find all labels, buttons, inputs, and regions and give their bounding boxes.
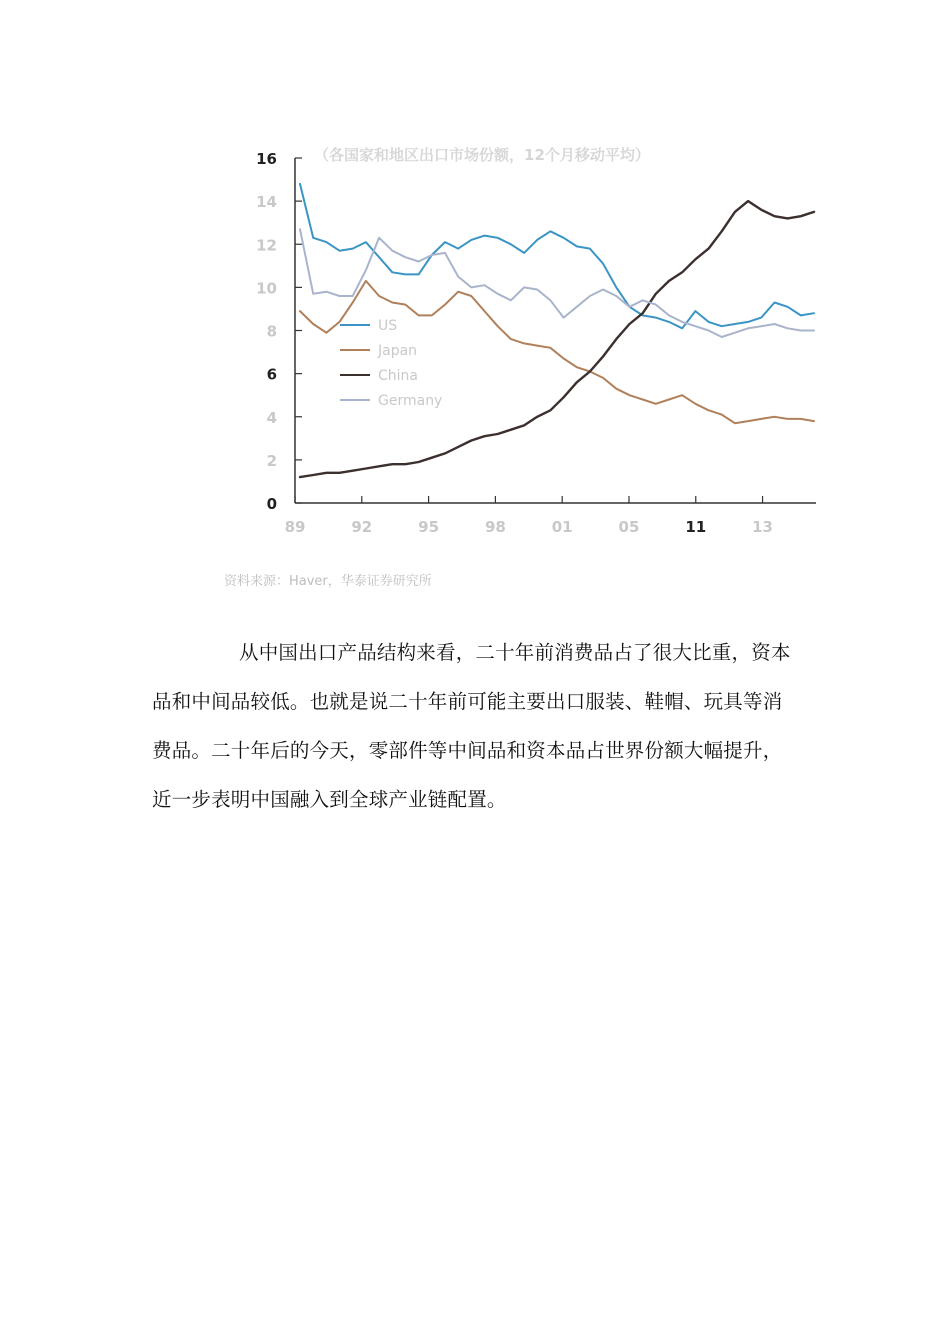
y-tick-label: 2	[266, 451, 277, 470]
y-tick-label: 10	[256, 279, 277, 298]
y-tick-label: 0	[266, 495, 277, 513]
x-tick-label: 89	[284, 518, 306, 536]
chart-source: 资料来源：Haver，华泰证券研究所	[224, 574, 432, 589]
export-share-chart	[220, 130, 840, 600]
y-tick-label: 12	[256, 236, 277, 255]
chart-title: （各国家和地区出口市场份额，12个月移动平均）	[314, 146, 650, 164]
y-tick-label: 14	[256, 193, 277, 212]
x-tick-label: 95	[418, 518, 440, 536]
chart-legend	[340, 318, 442, 409]
x-tick-label: 98	[484, 518, 506, 536]
chart-svg	[220, 130, 840, 600]
y-tick-label: 16	[256, 150, 277, 168]
x-tick-label: 01	[551, 518, 573, 536]
y-tick-label: 4	[266, 408, 277, 427]
body-paragraph: 从中国出口产品结构来看，二十年前消费品占了很大比重，资本品和中间品较低。也就是说二十年前可能主要出口服装、鞋帽、玩具等消费品。二十年后的今天，零部件等中间品和资本品占世界份额大幅提升，近一步表明中国融入到全球产业链配置。	[152, 641, 791, 811]
legend-label-china: China	[378, 368, 418, 384]
x-axis-ticks	[285, 496, 773, 536]
legend-label-us: US	[378, 318, 398, 334]
legend-label-germany: Germany	[378, 393, 443, 409]
series-line-us	[300, 184, 814, 328]
legend-label-japan: Japan	[378, 343, 418, 359]
x-tick-label: 11	[685, 518, 707, 536]
x-tick-label: 05	[618, 518, 640, 536]
x-tick-label: 13	[752, 518, 774, 536]
y-tick-label: 6	[266, 365, 277, 384]
y-tick-label: 8	[266, 322, 277, 341]
x-tick-label: 92	[351, 518, 373, 536]
